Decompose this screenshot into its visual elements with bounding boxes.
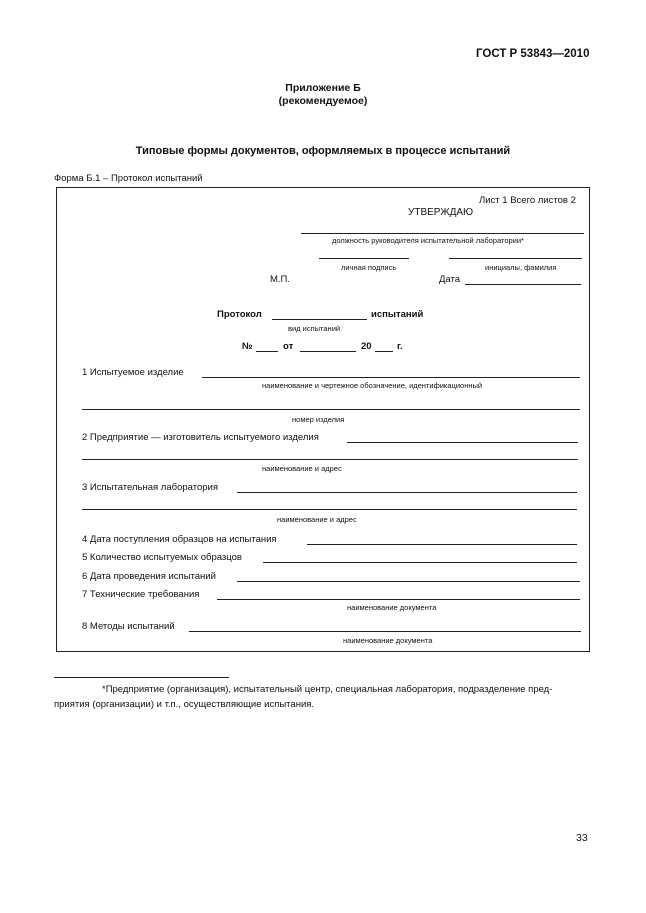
item-3-label: 3 Испытательная лаборатория (82, 482, 218, 493)
approve-heading: УТВЕРЖДАЮ (408, 207, 474, 218)
seal-label: М.П. (270, 274, 291, 285)
date-label: Дата (439, 274, 461, 285)
item-7-label: 7 Технические требования (82, 589, 200, 600)
date-day-line (300, 351, 356, 352)
item-1-caption: наименование и чертежное обозначение, идентификационный (262, 381, 483, 390)
item-8-label: 8 Методы испытаний (82, 621, 175, 632)
protocol-form (56, 187, 590, 652)
item-3-line-2 (82, 509, 577, 510)
item-2-caption: наименование и адрес (262, 464, 342, 473)
item-7-caption: наименование документа (347, 603, 437, 612)
date-line (465, 284, 581, 285)
year-suffix: г. (397, 341, 403, 352)
sheet-info: Лист 1 Всего листов 2 (479, 195, 576, 206)
item-4-label: 4 Дата поступления образцов на испытания (82, 534, 277, 545)
item-2-line-2 (82, 459, 578, 460)
item-2-label: 2 Предприятие — изготовитель испытуемого изделия (82, 432, 319, 443)
item-5-label: 5 Количество испытуемых образцов (82, 552, 242, 563)
form-label: Форма Б.1 – Протокол испытаний (54, 173, 203, 184)
appendix-title: Приложение Б (285, 82, 361, 94)
item-1-label: 1 Испытуемое изделие (82, 367, 184, 378)
test-type-line (272, 319, 367, 320)
protocol-tests-word: испытаний (371, 309, 424, 320)
footnote-line-1: *Предприятие (организация), испытательный центр, специальная лаборатория, подразделение пред- (102, 684, 553, 695)
item-6-label: 6 Дата проведения испытаний (82, 571, 216, 582)
number-sign: № (242, 341, 253, 352)
from-word: от (283, 341, 294, 352)
item-8-line (189, 631, 581, 632)
footnote-line-2: приятия (организации) и т.п., осуществляющие испытания. (54, 699, 315, 710)
item-5-line (263, 562, 577, 563)
item-1-caption-2: номер изделия (292, 415, 345, 424)
year-prefix: 20 (361, 341, 372, 352)
item-4-line (307, 544, 577, 545)
item-2-line (347, 442, 578, 443)
item-3-line (237, 492, 577, 493)
position-line (301, 233, 584, 234)
item-7-line (217, 599, 580, 600)
item-1-line (202, 377, 580, 378)
page-number: 33 (576, 832, 588, 844)
caption-position: должность руководителя испытательной лаборатории* (332, 236, 524, 245)
standard-number: ГОСТ Р 53843—2010 (476, 48, 590, 60)
section-title: Типовые формы документов, оформляемых в процессе испытаний (135, 145, 511, 157)
item-6-line (237, 581, 580, 582)
appendix-status: (рекомендуемое) (278, 95, 368, 107)
protocol-word: Протокол (217, 309, 262, 320)
item-3-caption: наименование и адрес (277, 515, 357, 524)
item-8-caption: наименование документа (343, 636, 433, 645)
year-line (375, 351, 393, 352)
caption-name: инициалы, фамилия (485, 263, 557, 272)
name-line (449, 258, 582, 259)
caption-signature: личная подпись (341, 263, 397, 272)
number-line (256, 351, 278, 352)
signature-line (319, 258, 409, 259)
footnote-rule (54, 677, 229, 678)
item-1-line-2 (82, 409, 580, 410)
caption-test-type: вид испытаний (288, 324, 341, 333)
